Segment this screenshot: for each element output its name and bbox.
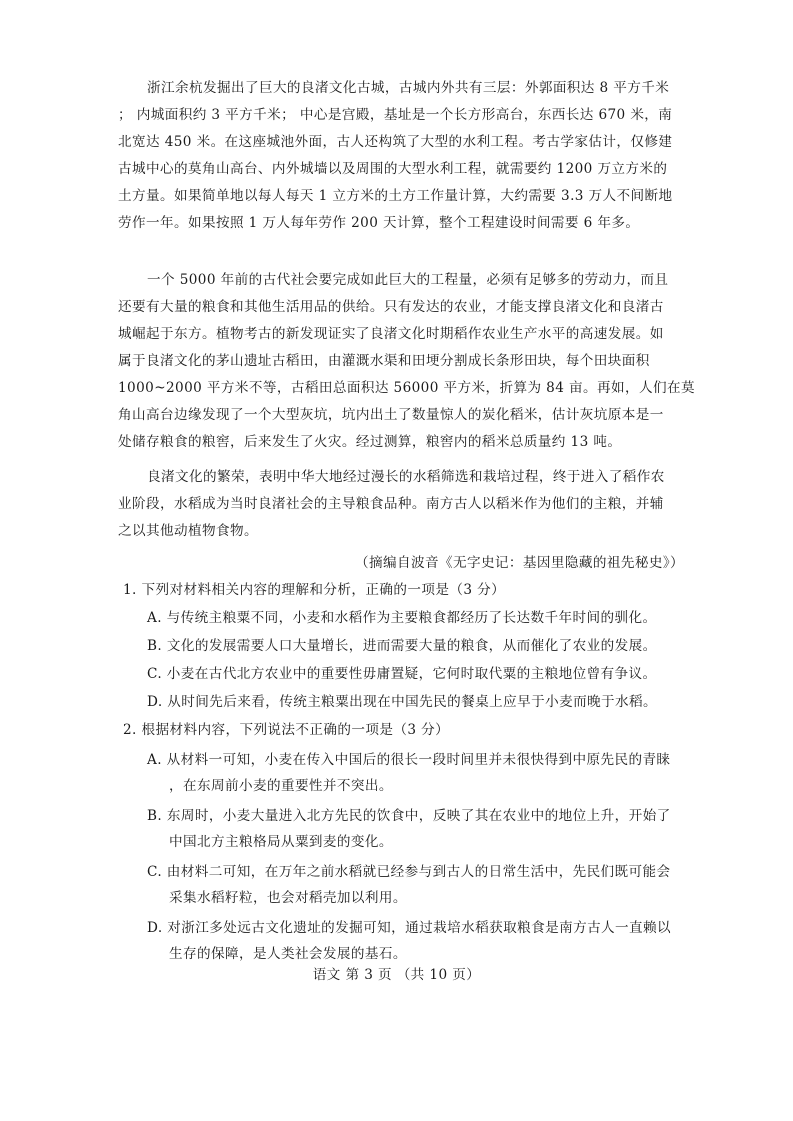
answer-option-d: D. 从时间先后来看，传统主粮粟出现在中国先民的餐桌上应早于小麦而晚于水稻。 xyxy=(147,694,658,710)
passage-line: 还要有大量的粮食和其他生活用品的供给。只有发达的农业，才能支撑良渚文化和良渚古 xyxy=(118,299,664,315)
answer-option-a: A. 与传统主粮粟不同，小麦和水稻作为主要粮食都经历了长达数千年时间的驯化。 xyxy=(147,610,657,626)
passage-line: 1000~2000 平方米不等，古稻田总面积达 56000 平方米，折算为 84 亩。再如，人们在莫 xyxy=(118,380,695,396)
passage-line: 属于良渚文化的茅山遗址古稻田，由灌溉水渠和田埂分割成长条形田块，每个田块面积 xyxy=(118,353,650,369)
passage-line: 良渚文化的繁荣，表明中华大地经过漫长的水稻筛选和栽培过程，终于进入了稻作农 xyxy=(147,469,665,485)
passage-line: 北宽达 450 米。在这座城池外面，古人还构筑了大型的水利工程。考古学家估计，仅修建 xyxy=(118,134,673,150)
answer-option-c-continued: 采集水稻籽粒，也会对稻壳加以利用。 xyxy=(169,890,407,906)
page-footer: 语文 第 3 页 （共 10 页） xyxy=(312,967,481,983)
passage-line: 处储存粮食的粮窖，后来发生了火灾。经过测算，粮窖内的稻米总质量约 13 吨。 xyxy=(118,434,622,450)
passage-line: 角山高台边缘发现了一个大型灰坑，坑内出土了数量惊人的炭化稻米，估计灰坑原本是一 xyxy=(118,407,664,423)
passage-line: 城崛起于东方。植物考古的新发现证实了良渚文化时期稻作农业生产水平的高速发展。如 xyxy=(118,326,664,342)
answer-option-b: B. 东周时，小麦大量进入北方先民的饮食中，反映了其在农业中的地位上升，开始了 xyxy=(147,808,671,824)
passage-line: ； 内城面积约 3 平方千米； 中心是宫殿，基址是一个长方形高台，东西长达 670 米，南 xyxy=(118,107,673,123)
passage-line: 劳作一年。如果按照 1 万人每年劳作 200 天计算，整个工程建设时间需要 6 年多。 xyxy=(118,215,640,231)
answer-option-a-continued: ，在东周前小麦的重要性并不突出。 xyxy=(169,778,393,794)
answer-option-b-continued: 中国北方主粮格局从粟到麦的变化。 xyxy=(169,834,393,850)
question-stem: 1. 下列对材料相关内容的理解和分析，正确的一项是（3 分） xyxy=(123,582,506,598)
passage-line: 业阶段，水稻成为当时良渚社会的主导粮食品种。南方古人以稻米作为他们的主粮，并辅 xyxy=(118,496,664,512)
passage-line: 之以其他动植物食物。 xyxy=(118,523,258,539)
answer-option-a: A. 从材料一可知，小麦在传入中国后的很长一段时间里并未很快得到中原先民的青睐 xyxy=(147,752,671,768)
passage-line: 浙江余杭发掘出了巨大的良渚文化古城，古城内外共有三层：外郭面积达 8 平方千米 xyxy=(147,80,670,96)
answer-option-c: C. 由材料二可知，在万年之前水稻就已经参与到古人的日常生活中，先民们既可能会 xyxy=(147,864,671,880)
passage-line: 土方量。如果简单地以每人每天 1 立方米的土方工作量计算，大约需要 3.3 万人不间断地 xyxy=(118,188,673,204)
passage-line: 一个 5000 年前的古代社会要完成如此巨大的工程量，必须有足够多的劳动力，而且 xyxy=(147,272,669,288)
answer-option-b: B. 文化的发展需要人口大量增长，进而需要大量的粮食，从而催化了农业的发展。 xyxy=(147,638,657,654)
passage-source: （摘编自波音《无字史记：基因里隐藏的祖先秘史》） xyxy=(355,555,685,571)
answer-option-d-continued: 生存的保障，是人类社会发展的基石。 xyxy=(169,946,407,962)
passage-line: 古城中心的莫角山高台、内外城墙以及周围的大型水利工程，就需要约 1200 万立方米的 xyxy=(118,161,668,177)
answer-option-c: C. 小麦在古代北方农业中的重要性毋庸置疑，它何时取代粟的主粮地位曾有争议。 xyxy=(147,666,657,682)
answer-option-d: D. 对浙江多处远古文化遗址的发掘可知，通过栽培水稻获取粮食是南方古人一直赖以 xyxy=(147,920,672,936)
question-stem: 2. 根据材料内容，下列说法不正确的一项是（3 分） xyxy=(123,722,450,738)
